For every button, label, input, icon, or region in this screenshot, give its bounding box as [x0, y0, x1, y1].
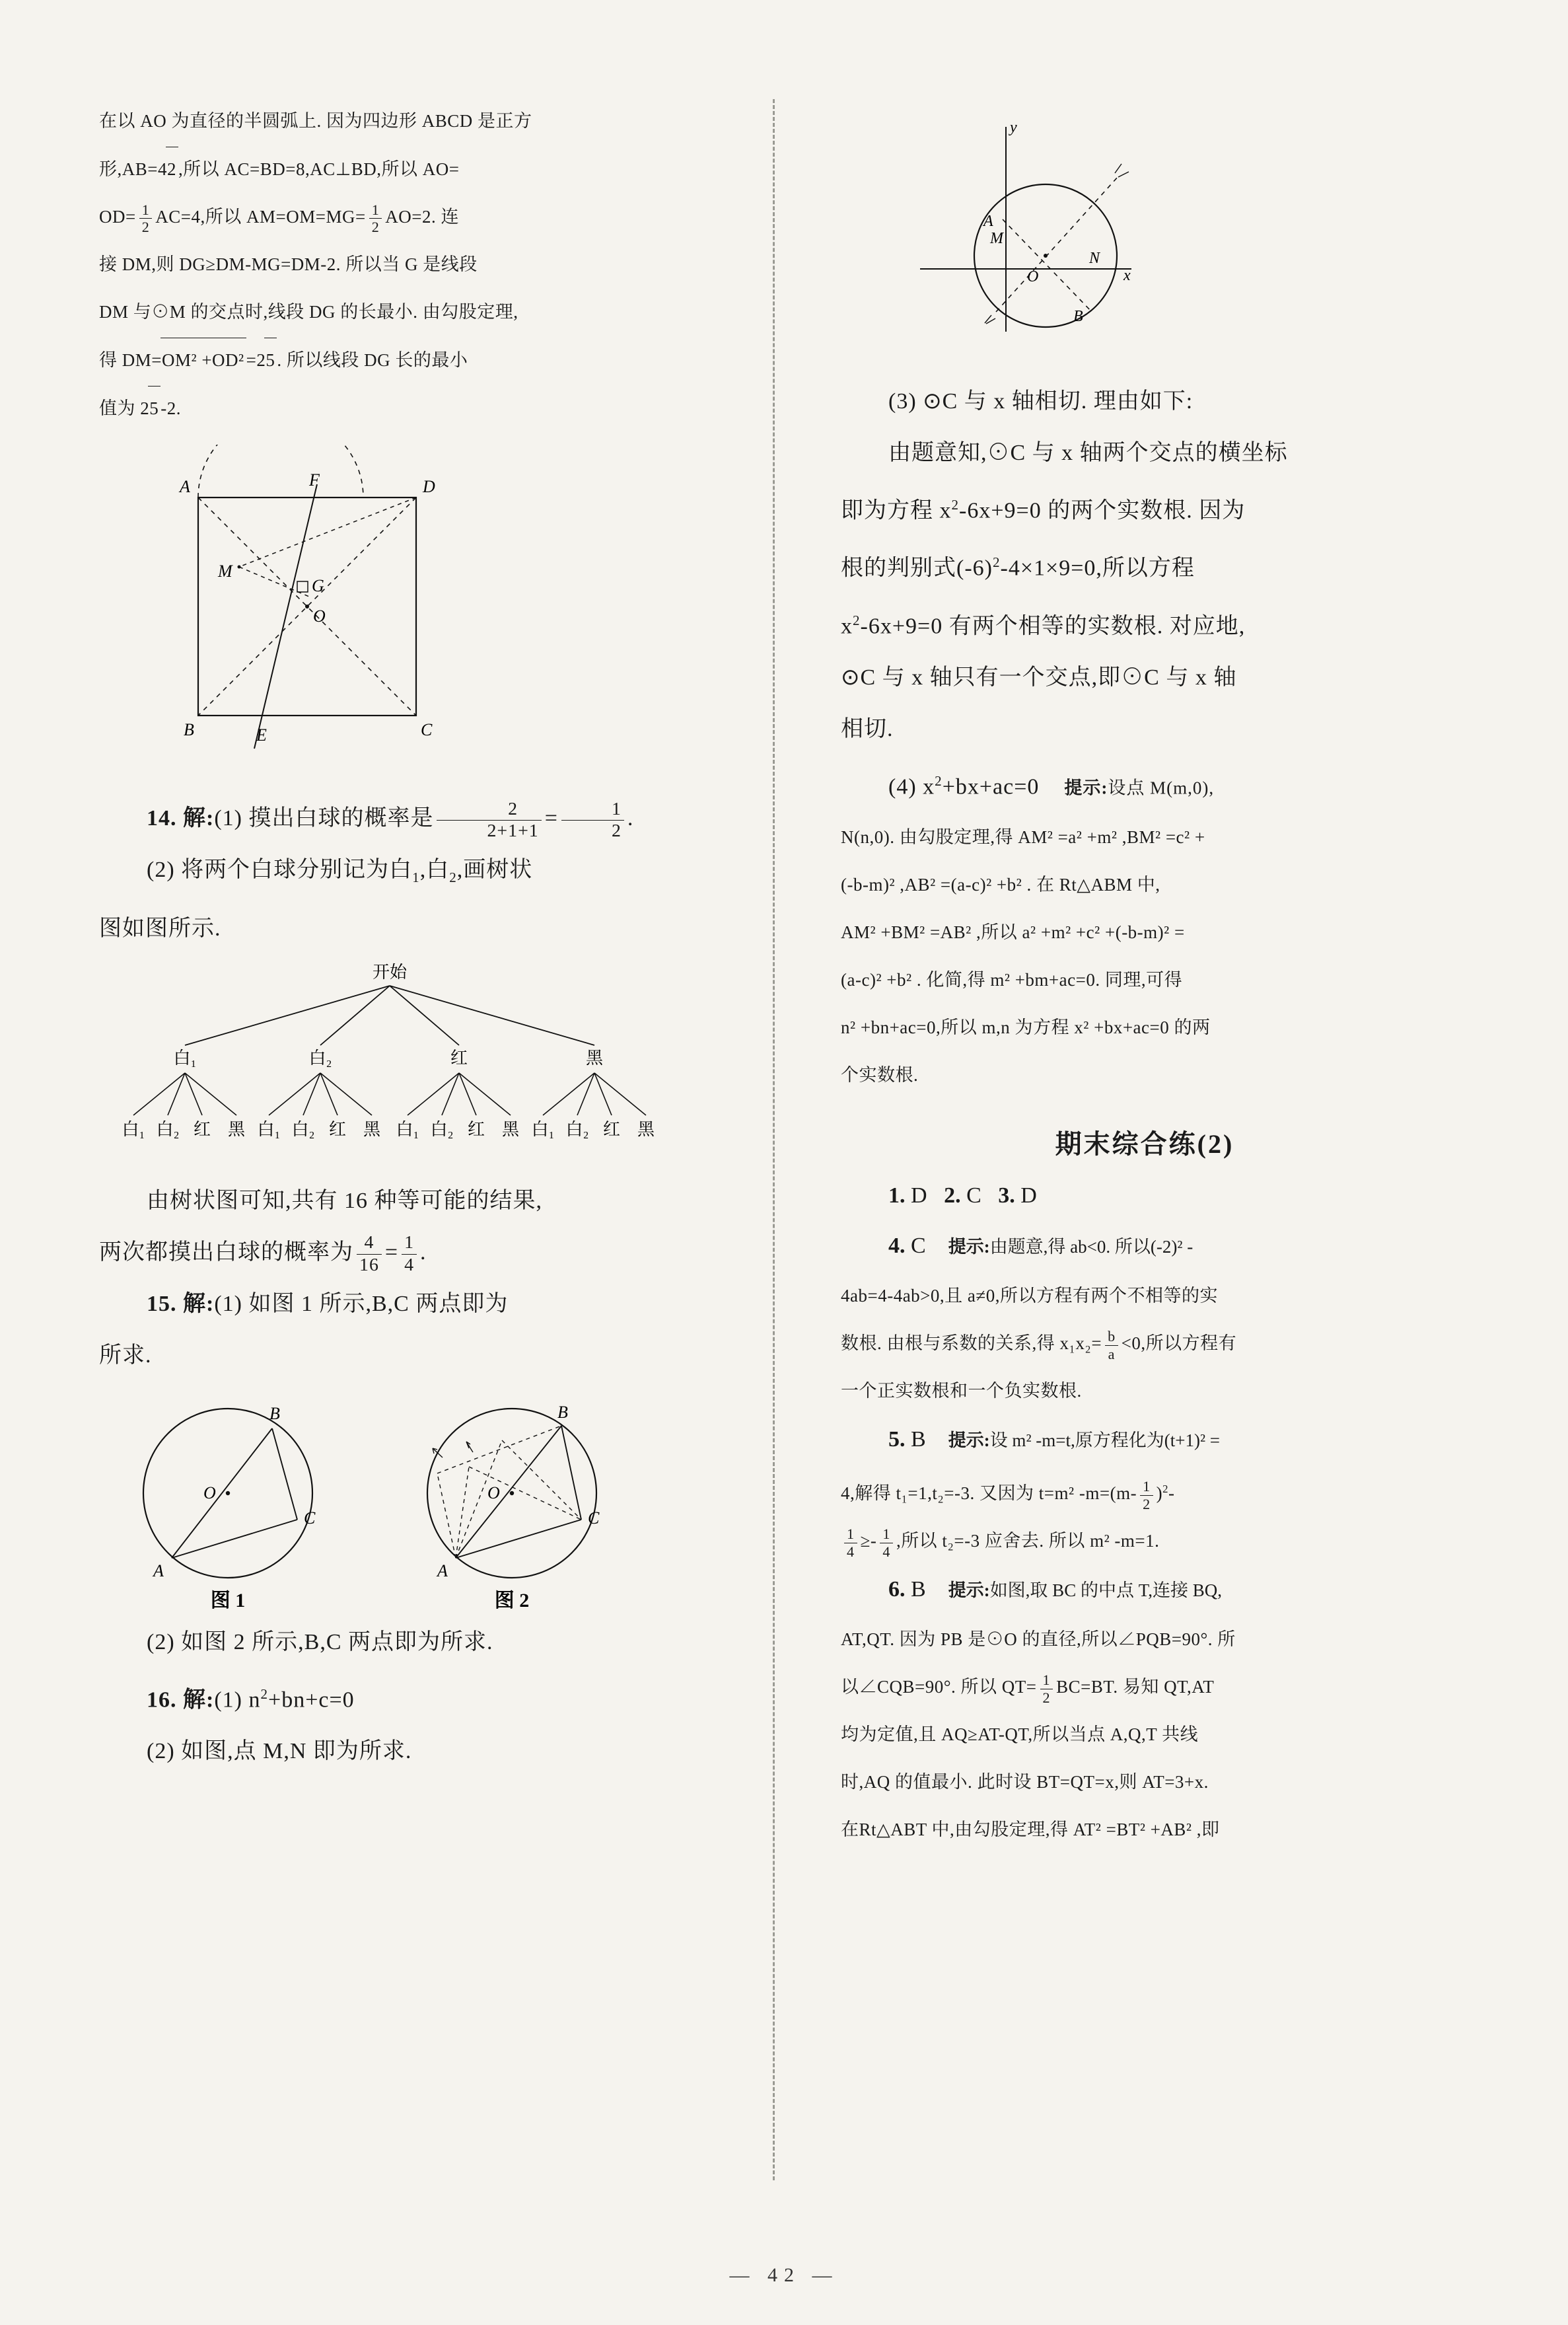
q4b-hint-l4: 一个正实数根和一个负实数根. — [841, 1381, 1082, 1401]
hint-label-4: 提示: — [948, 1237, 990, 1257]
fraction-one-quarter-a: $\frac{1}{4}$ — [844, 1526, 857, 1560]
page-number-dash-left: — — [729, 2264, 756, 2286]
q13-line6: 得 DM=OM² +OD² =25 . 所以线段 DG 长的最小 — [99, 338, 713, 382]
svg-text:白₂: 白₂ — [430, 1119, 454, 1139]
fraction-b-over-a: $\frac{b}{a}$ — [1105, 1328, 1118, 1362]
svg-text:C: C — [421, 720, 433, 739]
figure-square-abcd — [99, 445, 713, 788]
svg-text:M: M — [990, 230, 1003, 247]
q14-conclusion-line2: 两次都摸出白球的概率为 $\frac{4}{16}$ = $\frac{1}{4}$ . — [99, 1232, 427, 1275]
answer-6: 6. B 提示:如图,取 BC 的中点 T,连接 BQ, — [888, 1577, 1222, 1602]
svg-text:C: C — [304, 1508, 316, 1528]
svg-text:黑: 黑 — [501, 1119, 520, 1139]
svg-text:N: N — [1089, 250, 1100, 267]
q4-hint-l6: n² +bn+ac=0,所以 m,n 为方程 x² +bx+ac=0 的两 — [841, 1017, 1211, 1038]
q4-hint-l4: AM² +BM² =AB² ,所以 a² +m² +c² +(-b-m)² = — [841, 922, 1185, 943]
q13-line4: 接 DM,则 DG≥DM-MG=DM-2. 所以当 G 是线段 — [99, 254, 478, 274]
svg-text:y: y — [1010, 119, 1017, 136]
svg-text:E: E — [256, 725, 267, 745]
q4-hint-l3: (-b-m)² ,AB² =(a-c)² +b² . 在 Rt△ABM 中, — [841, 875, 1160, 895]
svg-text:C: C — [588, 1508, 600, 1528]
svg-text:白₁: 白₁ — [257, 1119, 281, 1139]
svg-text:黑: 黑 — [227, 1119, 246, 1139]
fraction-one-half-a: $\frac{1}{2}$ — [139, 202, 153, 236]
page-number-dash-right: — — [812, 2264, 839, 2286]
fraction-2-over-4: $\frac{2}{2+1+1}$ — [437, 799, 541, 842]
svg-text:x: x — [1123, 267, 1131, 284]
fraction-one-quarter: $\frac{1}{4}$ — [402, 1232, 417, 1275]
answers-1-3: 1. D 2. C 3. D — [888, 1183, 1037, 1208]
sqrt-om2-od2: OM² +OD² — [160, 338, 246, 382]
answer-4: 4. C 提示:由题意,得 ab<0. 所以(-2)² - — [888, 1234, 1194, 1259]
q14-part2-line2: 图如图所示. — [99, 916, 221, 941]
svg-text:白₁: 白₁ — [173, 1048, 197, 1068]
q3-line4: $x^2-6x+9=0$ 有两个相等的实数根. 对应地, — [841, 612, 1246, 638]
svg-text:黑: 黑 — [637, 1119, 655, 1139]
q14-part1: 14. 解:(1) 摸出白球的概率是 $\frac{2}{2+1+1}$ = $\frac{1}{2}$ . — [147, 798, 634, 841]
page-number-value: 42 — [767, 2264, 801, 2286]
q3-line1: 由题意知,⊙C 与 x 轴两个交点的横坐标 — [888, 441, 1288, 465]
q15-part2: (2) 如图 2 所示,B,C 两点即为所求. — [147, 1629, 493, 1654]
q5-hint-l3: $\frac{1}{4}$ ≥- $\frac{1}{4}$ ,所以 t₂=-3 应舍去. 所以 m² -m=1. — [841, 1519, 1448, 1563]
fraction-one-half-d: $\frac{1}{2}$ — [1140, 1478, 1153, 1512]
q16-part2: (2) 如图,点 M,N 即为所求. — [147, 1739, 412, 1764]
svg-text:B: B — [557, 1402, 568, 1422]
svg-text:B: B — [1073, 308, 1083, 325]
q14-part2-line1: (2) 将两个白球分别记为白$_1$,白$_2$,画树状 — [147, 858, 533, 885]
svg-text:红: 红 — [602, 1119, 621, 1139]
answer-5: 5. B 提示:设 m² -m=t,原方程化为(t+1)² = — [888, 1427, 1221, 1452]
q13-line5: DM 与⊙M 的交点时,线段 DG 的长最小. 由勾股定理, — [99, 302, 518, 322]
hint-label-6: 提示: — [948, 1580, 990, 1601]
svg-text:白₁: 白₁ — [122, 1119, 145, 1139]
page-number — [0, 2264, 1568, 2287]
fraction-one-quarter-b: $\frac{1}{4}$ — [880, 1526, 893, 1560]
hint-label: 提示: — [1064, 778, 1108, 798]
fraction-one-half-b: $\frac{1}{2}$ — [369, 202, 382, 236]
svg-text:O: O — [313, 607, 326, 626]
svg-text:B: B — [269, 1403, 280, 1423]
q4-hint-l2: N(n,0). 由勾股定理,得 AM² =a² +m² ,BM² =c² + — [841, 827, 1205, 848]
q4b-hint-l3: 数根. 由根与系数的关系,得 x₁x₂= $\frac{b}{a}$ <0,所以方程有 — [841, 1328, 1237, 1362]
section-title: 期末综合练(2) — [1055, 1129, 1234, 1160]
q6-hint-l6: 在Rt△ABT 中,由勾股定理,得 AT² =BT² +AB² ,即 — [841, 1820, 1220, 1840]
svg-text:红: 红 — [328, 1119, 347, 1139]
svg-text:红: 红 — [450, 1048, 468, 1068]
q3-title: (3) ⊙C 与 x 轴相切. 理由如下: — [888, 389, 1194, 414]
svg-text:A: A — [983, 213, 993, 230]
svg-text:白₂: 白₂ — [291, 1119, 315, 1139]
svg-text:M: M — [218, 562, 232, 581]
figure-coordinate-circle — [841, 114, 1448, 371]
svg-text:D: D — [423, 477, 435, 496]
q4-hint-l7: 个实数根. — [841, 1065, 919, 1086]
figure-probability-tree — [99, 959, 713, 1177]
q6-hint-l4: 均为定值,且 AQ≥AT-QT,所以当点 A,Q,T 共线 — [841, 1724, 1199, 1745]
svg-text:白₁: 白₁ — [396, 1119, 419, 1139]
svg-text:A: A — [153, 1561, 164, 1580]
fraction-one-half-c: $\frac{1}{2}$ — [561, 799, 624, 842]
svg-text:白₂: 白₂ — [156, 1119, 180, 1139]
svg-text:黑: 黑 — [585, 1048, 604, 1068]
q4b-hint-l2: 4ab=4-4ab>0,且 a≠0,所以方程有两个不相等的实 — [841, 1286, 1218, 1306]
q13-line7: 值为 25 -2. — [99, 386, 713, 430]
q13-line2: 形,AB=42 ,所以 AC=BD=8,AC⊥BD,所以 AO= — [99, 147, 713, 191]
sqrt-2: 2 — [166, 147, 178, 191]
q3-line2: 即为方程 $x^2-6x+9=0$ 的两个实数根. 因为 — [841, 497, 1246, 523]
right-column — [788, 99, 1448, 2200]
q6-hint-l2: AT,QT. 因为 PB 是⊙O 的直径,所以∠PQB=90°. 所 — [841, 1629, 1236, 1650]
svg-text:O: O — [1027, 268, 1039, 285]
svg-text:O: O — [487, 1483, 500, 1502]
svg-text:O: O — [203, 1483, 216, 1502]
q6-hint-l5: 时,AQ 的值最小. 此时设 BT=QT=x,则 AT=3+x. — [841, 1772, 1209, 1792]
q4-answer: (4) $x^2+bx+ac=0$ 提示:设点 M(m,0), — [888, 772, 1215, 799]
q13-line1: 在以 AO 为直径的半圆弧上. 因为四边形 ABCD 是正方 — [99, 111, 532, 131]
svg-text:红: 红 — [467, 1119, 485, 1139]
q5-hint-l2: 4,解得 t₁=1,t₂=-3. 又因为 t=m² -m=(m- $\frac{1}{2}$ )$^2$- — [841, 1478, 1175, 1512]
q6-hint-l3: 以∠CQB=90°. 所以 QT= $\frac{1}{2}$ BC=BT. 易知 QT,AT — [841, 1672, 1215, 1706]
left-column — [99, 99, 760, 2200]
q13-line3: OD= $\frac{1}{2}$ AC=4,所以 AM=OM=MG= $\frac{1}{2}$ AO=2. 连 — [99, 201, 460, 236]
q14-conclusion-line1: 由树状图可知,共有 16 种等可能的结果, — [147, 1188, 542, 1213]
svg-text:白₂: 白₂ — [565, 1119, 589, 1139]
q15-part1-line1: 15. 解:(1) 如图 1 所示,B,C 两点即为 — [147, 1291, 509, 1316]
hint-label-5: 提示: — [948, 1430, 990, 1451]
q3-line5: ⊙C 与 x 轴只有一个交点,即⊙C 与 x 轴 — [841, 665, 1237, 690]
svg-text:黑: 黑 — [363, 1119, 381, 1139]
q3-line6: 相切. — [841, 716, 894, 741]
q3-line3: 根的判别式$(-6)^2-4\times 1\times 9=0$,所以方程 — [841, 554, 1195, 581]
svg-text:白₂: 白₂ — [308, 1048, 332, 1068]
column-divider — [773, 99, 775, 2180]
two-column-layout — [99, 99, 1489, 2200]
svg-text:G: G — [312, 576, 324, 595]
fraction-4-over-16: $\frac{4}{16}$ — [357, 1232, 382, 1275]
fraction-one-half-e: $\frac{1}{2}$ — [1040, 1672, 1053, 1706]
svg-text:白₁: 白₁ — [531, 1119, 555, 1139]
svg-text:红: 红 — [193, 1119, 211, 1139]
svg-text:A: A — [437, 1561, 448, 1580]
svg-text:图 1: 图 1 — [210, 1589, 246, 1611]
svg-text:开始: 开始 — [372, 962, 408, 982]
q16-part1: 16. 解:(1) $n^2+bn+c=0$ — [147, 1685, 355, 1713]
svg-text:B: B — [184, 720, 194, 739]
q4-hint-l5: (a-c)² +b² . 化简,得 m² +bm+ac=0. 同理,可得 — [841, 970, 1183, 990]
svg-text:图 2: 图 2 — [494, 1589, 530, 1611]
sqrt-5-b: 5 — [148, 386, 160, 430]
sqrt-5-a: 5 — [264, 338, 277, 382]
q15-part1-line2: 所求. — [99, 1343, 152, 1368]
figure-circles-pair — [99, 1394, 713, 1612]
svg-text:F: F — [309, 470, 320, 490]
svg-text:A: A — [180, 477, 190, 496]
